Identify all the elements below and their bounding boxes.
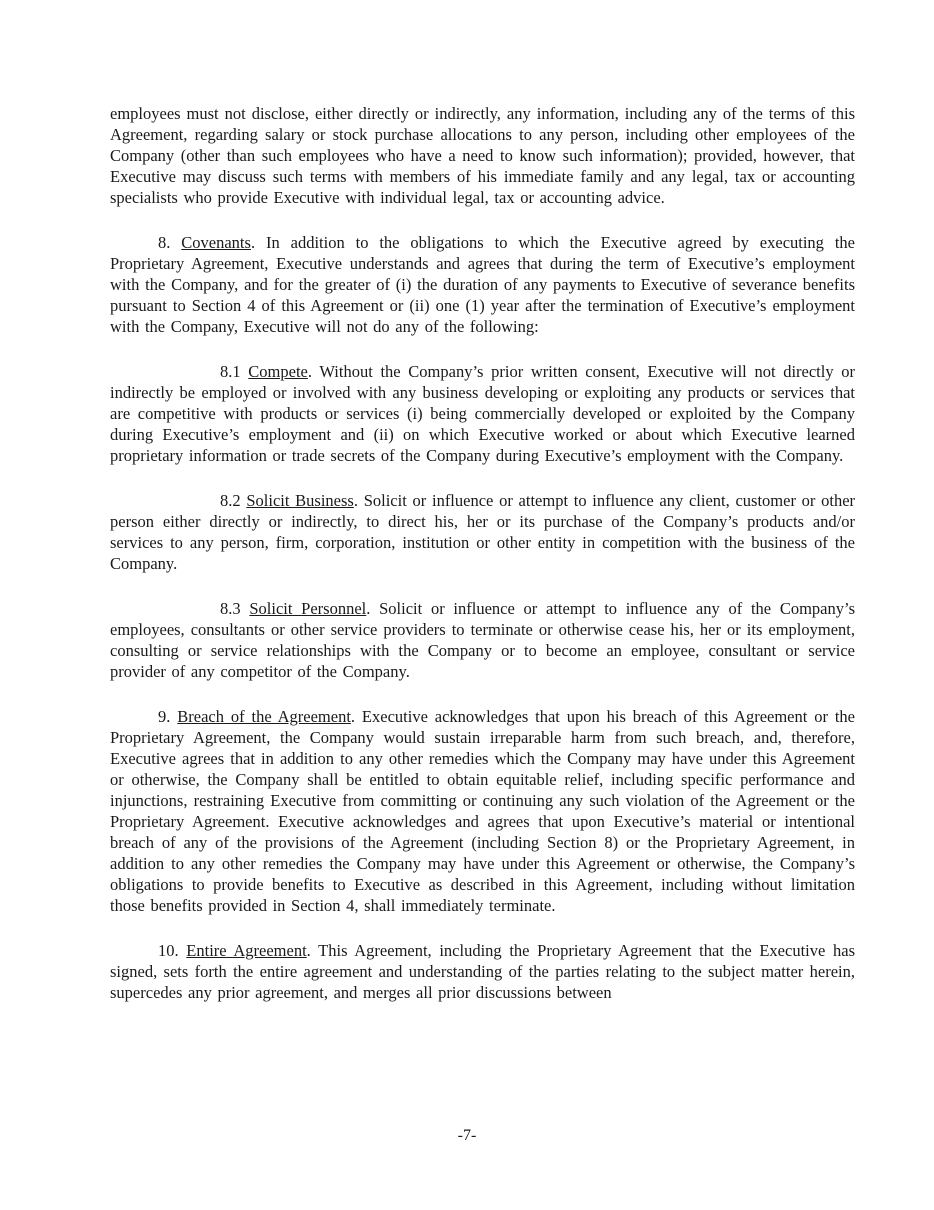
section-number: 9. [158,707,178,726]
paragraph-text: . In addition to the obligations to which the Executive agreed by executing the Proprietary Agreement, Executive understands and agrees that during the term of Executive’s employment with the Company, and for the greater of (i) the duration of any payments to Executive of severance benefits pursuant to Section 4 of this Agreement or (ii) one (1) year after the termination of Executive’s employment with the Company, Executive will not do any of the following: [110,233,855,336]
section-heading: Entire Agreement [186,941,307,960]
paragraph-text: . This Agreement, including the Proprietary Agreement that the Executive has signed, sets forth the entire agreement and understanding of the parties relating to the subject matter herein, supercedes any prior agreement, and merges all prior discussions between [110,941,855,1002]
section-heading: Covenants [181,233,251,252]
section-10-entire-agreement [110,940,855,1003]
paragraph-confidentiality-continuation [110,103,855,208]
paragraph-text: employees must not disclose, either directly or indirectly, any information, including any of the terms of this Agreement, regarding salary or stock purchase allocations to any person, including other employees of the Company (other than such employees who have a need to know such information); provided, however, that Executive may discuss such terms with members of his immediate family and any legal, tax or accounting specialists who provide Executive with individual legal, tax or accounting advice. [110,104,855,207]
section-8-3-solicit-personnel [110,598,855,682]
page-footer [0,1125,934,1146]
page-number: -7- [457,1127,477,1144]
section-number: 8.3 [220,599,250,618]
section-heading: Breach of the Agreement [177,707,351,726]
section-8-2-solicit-business [110,490,855,574]
section-8-covenants [110,232,855,337]
section-number: 8. [158,233,182,252]
section-number: 8.2 [220,491,247,510]
document-body [110,103,855,1027]
section-number: 10. [158,941,187,960]
section-heading: Solicit Business [246,491,354,510]
paragraph-text: . Executive acknowledges that upon his breach of this Agreement or the Proprietary Agreement, the Company would sustain irreparable harm from such breach, and, therefore, Executive agrees that in addition to any other remedies which the Company may have under this Agreement or otherwise, the Company shall be entitled to obtain equitable relief, including specific performance and injunctions, restraining Executive from committing or continuing any such violation of the Agreement or the Proprietary Agreement. Executive acknowledges and agrees that upon Executive’s material or intentional breach of any of the provisions of the Agreement (including Section 8) or the Proprietary Agreement, in addition to any other remedies the Company may have under this Agreement or otherwise, the Company’s obligations to provide benefits to Executive as described in this Agreement, including without limitation those benefits provided in Section 4, shall immediately terminate. [110,707,855,915]
paragraph-text: . Without the Company’s prior written consent, Executive will not directly or indirectly be employed or involved with any business developing or exploiting any products or services that are competitive with products or services (i) being commercially developed or exploited by the Company during Executive’s employment and (ii) on which Executive worked or about which Executive learned proprietary information or trade secrets of the Company during Executive’s employment with the Company. [110,362,856,465]
section-heading: Compete [248,362,308,381]
section-9-breach-of-agreement [110,706,855,916]
section-heading: Solicit Personnel [249,599,367,618]
section-number: 8.1 [220,362,249,381]
paragraph-text: . Solicit or influence or attempt to influence any of the Company’s employees, consultants or other service providers to terminate or otherwise cease his, her or its employment, consulting or service relationships with the Company or to become an employee, consultant or service provider of any competitor of the Company. [110,599,855,681]
paragraph-text: . Solicit or influence or attempt to influence any client, customer or other person either directly or indirectly, to direct his, her or its purchase of the Company’s products and/or services to any person, firm, corporation, institution or other entity in competition with the business of the Company. [110,491,856,573]
section-8-1-compete [110,361,855,466]
